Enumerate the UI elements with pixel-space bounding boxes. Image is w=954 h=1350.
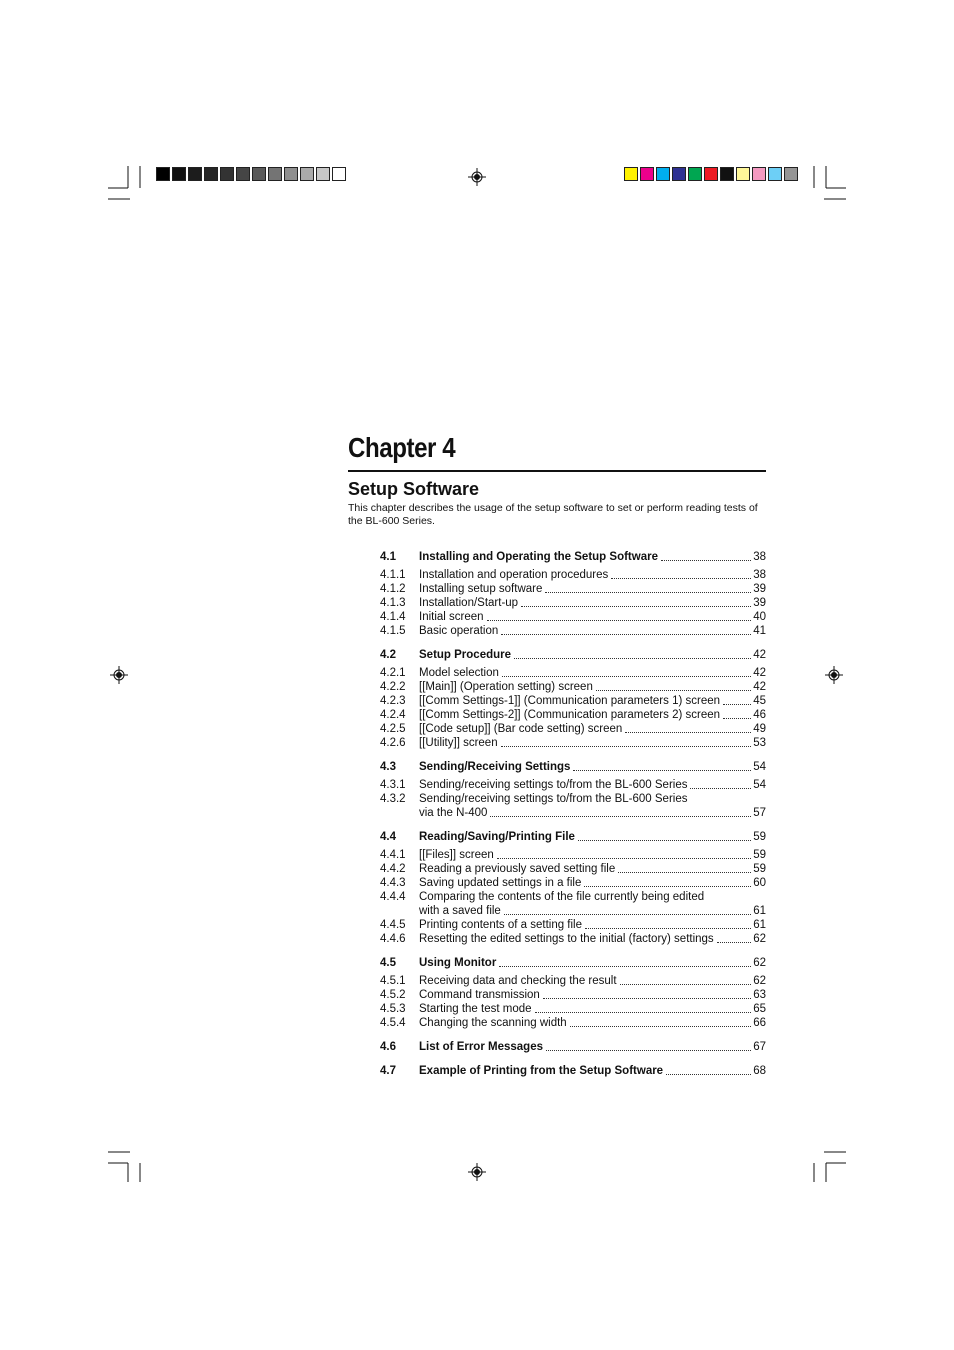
- toc-entry-title: [[Files]] screen: [419, 849, 494, 861]
- toc-group: [380, 830, 766, 946]
- toc-entry[interactable]: [380, 974, 766, 988]
- color-swatch: [156, 167, 170, 181]
- toc-entry-number: 4.1: [380, 551, 396, 563]
- toc-entry-title: Changing the scanning width: [419, 1017, 567, 1029]
- toc-dot-leader: [501, 634, 751, 635]
- toc-entry-number: 4.2.3: [380, 695, 406, 707]
- toc-group: [380, 956, 766, 1030]
- toc-dot-leader: [546, 1050, 751, 1051]
- toc-entry-title: Command transmission: [419, 989, 540, 1001]
- toc-dot-leader: [596, 690, 751, 691]
- toc-entry-number: 4.1.4: [380, 611, 406, 623]
- toc-entry-page: 45: [753, 695, 766, 707]
- toc-dot-leader: [618, 872, 751, 873]
- color-swatch: [252, 167, 266, 181]
- toc-entry[interactable]: [380, 596, 766, 610]
- toc-group: [380, 760, 766, 820]
- toc-entry-title: via the N-400: [419, 807, 488, 819]
- toc-entry-number: 4.2.2: [380, 681, 406, 693]
- toc-dot-leader: [578, 840, 751, 841]
- toc-entry-title: Sending/Receiving Settings: [419, 761, 571, 773]
- toc-dot-leader: [535, 1012, 752, 1013]
- toc-entry-page: 61: [753, 905, 766, 917]
- color-swatch: [640, 167, 654, 181]
- toc-entry-title: Reading/Saving/Printing File: [419, 831, 575, 843]
- toc-dot-leader: [499, 966, 751, 967]
- toc-entry[interactable]: [380, 1002, 766, 1016]
- toc-entry-page: 61: [753, 919, 766, 931]
- toc-entry-page: 68: [753, 1065, 766, 1077]
- toc-entry-title: Setup Procedure: [419, 649, 512, 661]
- toc-group: [380, 1040, 766, 1054]
- toc-entry-title: Reading a previously saved setting file: [419, 863, 616, 875]
- toc-entry-title: Sending/receiving settings to/from the BL-600 Series: [419, 793, 688, 805]
- toc-entry-page: 62: [753, 975, 766, 987]
- toc-dot-leader: [620, 984, 752, 985]
- toc-section-entry[interactable]: [380, 1040, 766, 1054]
- toc-entry[interactable]: [380, 568, 766, 582]
- toc-entry[interactable]: [380, 736, 766, 750]
- toc-entry-page: 59: [753, 849, 766, 861]
- toc-entry-page: 39: [753, 583, 766, 595]
- toc-entry-title: Starting the test mode: [419, 1003, 532, 1015]
- color-swatch: [204, 167, 218, 181]
- toc-entry-title: [[Utility]] screen: [419, 737, 498, 749]
- color-swatch: [720, 167, 734, 181]
- color-swatch: [752, 167, 766, 181]
- toc-dot-leader: [543, 998, 751, 999]
- color-swatch: [768, 167, 782, 181]
- toc-entry-page: 59: [753, 831, 766, 843]
- toc-entry-page: 38: [753, 551, 766, 563]
- color-swatch: [188, 167, 202, 181]
- toc-section-entry[interactable]: [380, 550, 766, 564]
- toc-entry-number: 4.3.1: [380, 779, 406, 791]
- color-swatch: [268, 167, 282, 181]
- toc-entry-title: with a saved file: [419, 905, 501, 917]
- toc-entry[interactable]: [380, 918, 766, 932]
- toc-entry-page: 54: [753, 761, 766, 773]
- toc-entry-title: Installation/Start-up: [419, 597, 519, 609]
- toc-entry-number: 4.2.1: [380, 667, 406, 679]
- toc-entry-title: [[Comm Settings-1]] (Communication parameters 1) screen: [419, 695, 721, 707]
- toc-entry-title: Resetting the edited settings to the initial (factory) settings: [419, 933, 714, 945]
- toc-group: [380, 648, 766, 750]
- toc-entry[interactable]: [380, 848, 766, 862]
- toc-entry-number: 4.7: [380, 1065, 396, 1077]
- toc-group: [380, 1064, 766, 1078]
- toc-entry-title: List of Error Messages: [419, 1041, 543, 1053]
- toc-entry[interactable]: [380, 792, 766, 806]
- toc-entry[interactable]: [380, 806, 766, 820]
- toc-entry-page: 42: [753, 649, 766, 661]
- color-swatch: [332, 167, 346, 181]
- toc-entry-number: 4.2: [380, 649, 396, 661]
- toc-entry-title: Installing and Operating the Setup Software: [419, 551, 658, 563]
- toc-dot-leader: [666, 1074, 751, 1075]
- registration-target-icon: [468, 168, 486, 186]
- toc-dot-leader: [611, 578, 751, 579]
- color-swatch: [300, 167, 314, 181]
- toc-dot-leader: [502, 676, 751, 677]
- toc-section-entry[interactable]: [380, 956, 766, 970]
- toc-entry[interactable]: [380, 610, 766, 624]
- toc-entry[interactable]: [380, 778, 766, 792]
- toc-entry-title: Using Monitor: [419, 957, 497, 969]
- toc-entry-title: Example of Printing from the Setup Software: [419, 1065, 664, 1077]
- toc-dot-leader: [501, 746, 752, 747]
- color-swatch: [672, 167, 686, 181]
- toc-dot-leader: [584, 886, 751, 887]
- toc-entry-page: 38: [753, 569, 766, 581]
- toc-section-entry[interactable]: [380, 830, 766, 844]
- toc-dot-leader: [690, 788, 751, 789]
- toc-entry[interactable]: [380, 582, 766, 596]
- toc-section-entry[interactable]: [380, 760, 766, 774]
- toc-dot-leader: [521, 606, 751, 607]
- toc-entry-number: 4.4: [380, 831, 396, 843]
- gray-scale-bar: [156, 167, 348, 181]
- toc-entry-number: 4.2.5: [380, 723, 406, 735]
- toc-entry-page: 62: [753, 933, 766, 945]
- toc-entry[interactable]: [380, 680, 766, 694]
- toc-entry-title: [[Comm Settings-2]] (Communication parameters 2) screen: [419, 709, 721, 721]
- registration-target-icon: [110, 666, 128, 684]
- color-swatch: [656, 167, 670, 181]
- toc-dot-leader: [504, 914, 751, 915]
- toc-entry[interactable]: [380, 1016, 766, 1030]
- toc-entry-title: Initial screen: [419, 611, 484, 623]
- toc-entry-number: 4.4.1: [380, 849, 406, 861]
- chapter-title: Chapter 4: [348, 432, 456, 463]
- toc-entry-page: 40: [753, 611, 766, 623]
- toc-entry[interactable]: [380, 876, 766, 890]
- toc-dot-leader: [717, 942, 752, 943]
- toc-entry-page: 60: [753, 877, 766, 889]
- color-swatch: [172, 167, 186, 181]
- toc-dot-leader: [490, 816, 751, 817]
- color-swatch: [316, 167, 330, 181]
- toc-entry[interactable]: [380, 890, 766, 904]
- toc-entry-page: 59: [753, 863, 766, 875]
- toc-entry-page: 67: [753, 1041, 766, 1053]
- toc-dot-leader: [570, 1026, 752, 1027]
- toc-entry-number: 4.4.5: [380, 919, 406, 931]
- toc-entry-title: Installation and operation procedures: [419, 569, 609, 581]
- toc-entry-page: 42: [753, 667, 766, 679]
- toc-dot-leader: [545, 592, 751, 593]
- color-swatch: [220, 167, 234, 181]
- toc-entry-title: Basic operation: [419, 625, 499, 637]
- color-swatch: [704, 167, 718, 181]
- toc-dot-leader: [585, 928, 751, 929]
- toc-entry[interactable]: [380, 666, 766, 680]
- toc-dot-leader: [661, 560, 751, 561]
- toc-entry-number: 4.1.3: [380, 597, 406, 609]
- toc-entry[interactable]: [380, 624, 766, 638]
- toc-dot-leader: [723, 718, 751, 719]
- toc-section-entry[interactable]: [380, 648, 766, 662]
- toc-dot-leader: [625, 732, 751, 733]
- chapter-intro: This chapter describes the usage of the setup software to set or perform reading tests of the BL-600 Series.: [348, 502, 758, 527]
- color-swatch: [688, 167, 702, 181]
- toc-entry-number: 4.5.3: [380, 1003, 406, 1015]
- toc-entry-number: 4.1.2: [380, 583, 406, 595]
- toc-entry-title: Model selection: [419, 667, 499, 679]
- toc-entry-number: 4.5.2: [380, 989, 406, 1001]
- toc-entry-number: 4.4.3: [380, 877, 406, 889]
- toc-dot-leader: [514, 658, 751, 659]
- toc-entry-page: 41: [753, 625, 766, 637]
- color-swatch: [736, 167, 750, 181]
- toc-entry-number: 4.2.6: [380, 737, 406, 749]
- toc-entry[interactable]: [380, 694, 766, 708]
- toc-entry-page: 49: [753, 723, 766, 735]
- color-swatch: [624, 167, 638, 181]
- color-control-bar: [624, 167, 800, 181]
- toc-entry[interactable]: [380, 988, 766, 1002]
- toc-dot-leader: [497, 858, 751, 859]
- toc-entry-title: Saving updated settings in a file: [419, 877, 582, 889]
- toc-entry-number: 4.5: [380, 957, 396, 969]
- toc-entry-title: Installing setup software: [419, 583, 543, 595]
- toc-entry-page: 46: [753, 709, 766, 721]
- color-swatch: [784, 167, 798, 181]
- toc-entry[interactable]: [380, 862, 766, 876]
- toc-entry[interactable]: [380, 722, 766, 736]
- registration-target-icon: [825, 666, 843, 684]
- toc-dot-leader: [487, 620, 752, 621]
- toc-entry-page: 66: [753, 1017, 766, 1029]
- toc-entry-number: 4.6: [380, 1041, 396, 1053]
- toc-entry-number: 4.4.6: [380, 933, 406, 945]
- toc-entry-page: 62: [753, 957, 766, 969]
- toc-entry-number: 4.1.5: [380, 625, 406, 637]
- toc-entry-title: [[Code setup]] (Bar code setting) screen: [419, 723, 623, 735]
- toc-entry-number: 4.4.2: [380, 863, 406, 875]
- toc-entry[interactable]: [380, 932, 766, 946]
- table-of-contents: [380, 550, 766, 1088]
- chapter-rule: [348, 470, 766, 472]
- toc-entry-page: 57: [753, 807, 766, 819]
- toc-entry-number: 4.2.4: [380, 709, 406, 721]
- toc-entry-page: 42: [753, 681, 766, 693]
- color-swatch: [284, 167, 298, 181]
- toc-entry[interactable]: [380, 708, 766, 722]
- toc-group: [380, 550, 766, 638]
- chapter-subtitle: Setup Software: [348, 479, 480, 499]
- toc-entry[interactable]: [380, 904, 766, 918]
- toc-section-entry[interactable]: [380, 1064, 766, 1078]
- toc-entry-page: 54: [753, 779, 766, 791]
- toc-entry-page: 63: [753, 989, 766, 1001]
- toc-entry-number: 4.4.4: [380, 891, 406, 903]
- toc-entry-page: 53: [753, 737, 766, 749]
- toc-dot-leader: [573, 770, 751, 771]
- toc-entry-page: 65: [753, 1003, 766, 1015]
- toc-entry-title: [[Main]] (Operation setting) screen: [419, 681, 593, 693]
- toc-entry-number: 4.3.2: [380, 793, 406, 805]
- registration-target-icon: [468, 1163, 486, 1181]
- toc-entry-number: 4.5.1: [380, 975, 406, 987]
- toc-dot-leader: [723, 704, 751, 705]
- toc-entry-number: 4.5.4: [380, 1017, 406, 1029]
- toc-entry-page: 39: [753, 597, 766, 609]
- toc-entry-number: 4.1.1: [380, 569, 406, 581]
- toc-entry-title: Sending/receiving settings to/from the BL-600 Series: [419, 779, 688, 791]
- toc-entry-title: Receiving data and checking the result: [419, 975, 617, 987]
- color-swatch: [236, 167, 250, 181]
- toc-entry-number: 4.3: [380, 761, 396, 773]
- toc-entry-title: Comparing the contents of the file currently being edited: [419, 891, 705, 903]
- toc-entry-title: Printing contents of a setting file: [419, 919, 583, 931]
